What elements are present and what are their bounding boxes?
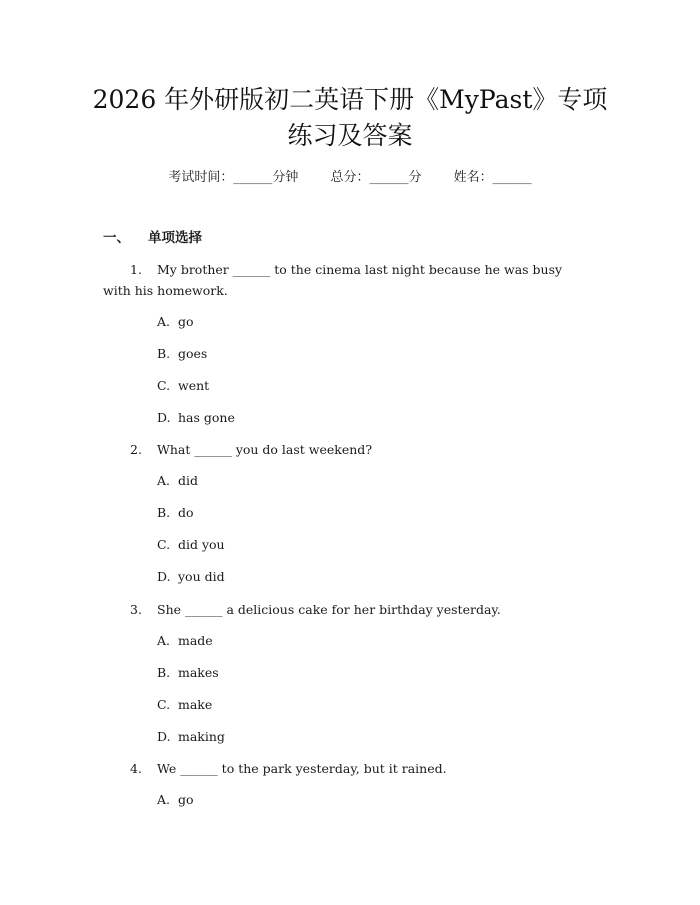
option-text: makes xyxy=(178,665,219,680)
question-1-text-continued: with his homework. xyxy=(103,283,228,298)
question-4-text xyxy=(130,758,447,779)
question-text: She ______ a delicious cake for her birthday yesterday. xyxy=(157,602,501,617)
question-4-option-a xyxy=(157,790,194,810)
question-2-option-a xyxy=(157,471,198,491)
option-letter: D. xyxy=(157,569,171,584)
option-letter: D. xyxy=(157,410,171,425)
question-text: My brother ______ to the cinema last night because he was busy xyxy=(157,262,563,277)
question-number: 1. xyxy=(130,262,142,277)
question-text: We ______ to the park yesterday, but it rained. xyxy=(157,761,447,776)
question-1-option-d xyxy=(157,408,235,428)
document-title-line-1: 2026 年外研版初二英语下册《MyPast》专项 xyxy=(92,85,608,114)
option-letter: B. xyxy=(157,346,171,361)
option-letter: A. xyxy=(157,314,171,329)
question-number: 4. xyxy=(130,761,142,776)
option-text: did xyxy=(178,473,199,488)
question-number: 2. xyxy=(130,442,142,457)
total-score-label: 总分：______分 xyxy=(330,170,422,185)
section-title: 单项选择 xyxy=(148,230,202,246)
section-heading xyxy=(103,228,202,248)
question-1-option-c xyxy=(157,376,209,396)
question-1-text xyxy=(130,259,562,280)
question-number: 3. xyxy=(130,602,142,617)
option-letter: B. xyxy=(157,665,171,680)
question-3-option-d xyxy=(157,727,225,747)
question-2-option-d xyxy=(157,567,225,587)
option-text: goes xyxy=(178,346,208,361)
option-letter: A. xyxy=(157,633,171,648)
question-1-option-b xyxy=(157,344,207,364)
exam-time-label: 考试时间：______分钟 xyxy=(168,170,299,185)
option-text: go xyxy=(178,314,194,329)
question-3-option-a xyxy=(157,631,213,651)
document-title-line-2: 练习及答案 xyxy=(287,121,413,150)
question-3-text xyxy=(130,599,501,620)
question-3-option-b xyxy=(157,663,219,683)
option-text: did you xyxy=(178,537,225,552)
question-text: What ______ you do last weekend? xyxy=(157,442,373,457)
option-letter: D. xyxy=(157,729,171,744)
option-text: go xyxy=(178,792,194,807)
question-3-option-c xyxy=(157,695,212,715)
exam-info xyxy=(0,168,700,188)
student-name-label: 姓名：______ xyxy=(453,170,532,185)
option-text: making xyxy=(178,729,225,744)
option-text: make xyxy=(178,697,213,712)
option-letter: A. xyxy=(157,473,171,488)
option-text: do xyxy=(178,505,194,520)
option-letter: C. xyxy=(157,537,171,552)
option-letter: A. xyxy=(157,792,171,807)
option-text: made xyxy=(178,633,213,648)
question-2-text xyxy=(130,439,372,460)
option-text: you did xyxy=(178,569,225,584)
option-letter: C. xyxy=(157,378,171,393)
section-number: 一、 xyxy=(103,230,130,246)
option-letter: B. xyxy=(157,505,171,520)
question-1-option-a xyxy=(157,312,194,332)
question-2-option-c xyxy=(157,535,225,555)
option-text: has gone xyxy=(178,410,235,425)
option-letter: C. xyxy=(157,697,171,712)
option-text: went xyxy=(178,378,210,393)
question-2-option-b xyxy=(157,503,194,523)
